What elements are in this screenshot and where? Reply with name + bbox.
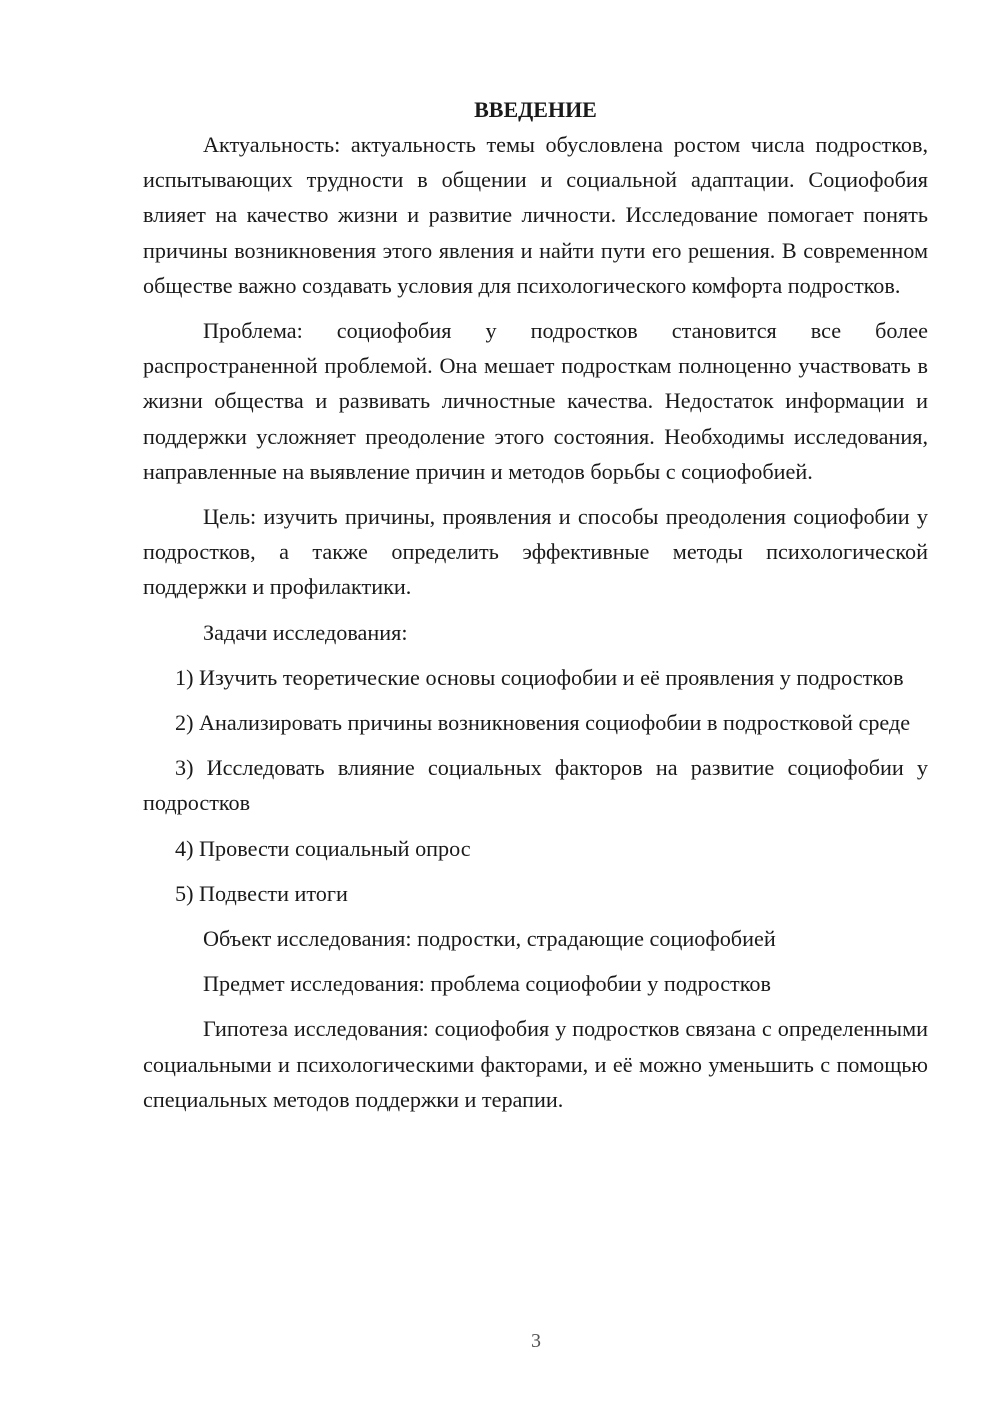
document-title: ВВЕДЕНИЕ (474, 97, 597, 122)
document-page (143, 92, 928, 1117)
task-item-2: 2) Анализировать причины возникновения социофобии в подростковой среде (175, 710, 911, 736)
task-item-3: 3) Исследовать влияние социальных факторов на развитие социофобии у подростков (143, 755, 928, 816)
task-item-4: 4) Провести социальный опрос (175, 835, 471, 861)
paragraph-subject: Предмет исследования: проблема социофобии у подростков (203, 971, 771, 997)
page-number: 3 (531, 1330, 541, 1352)
paragraph-object: Объект исследования: подростки, страдающие социофобией (203, 926, 776, 952)
task-item-1: 1) Изучить теоретические основы социофобии и её проявления у подростков (175, 664, 904, 690)
tasks-heading: Задачи исследования: (203, 619, 408, 645)
task-item-5: 5) Подвести итоги (175, 880, 348, 906)
paragraph-problem: Проблема: социофобия у подростков становится все более распространенной проблемой. Она мешает подросткам полноценно участвовать в жизни общества и развивать личностные качества. Недостаток информации и поддержки усложняет преодоление этого состояния. Необходимы исследования, направленные на выявление причин и методов борьбы с социофобией. (143, 318, 928, 484)
paragraph-hypothesis: Гипотеза исследования: социофобия у подростков связана с определенными социальными и психологическими факторами, и её можно уменьшить с помощью специальных методов поддержки и терапии. (143, 1016, 928, 1112)
paragraph-relevance: Актуальность: актуальность темы обусловлена ростом числа подростков, испытывающих трудности в общении и социальной адаптации. Социофобия влияет на качество жизни и развитие личности. Исследование помогает понять причины возникновения этого явления и найти пути его решения. В современном обществе важно создавать условия для психологического комфорта подростков. (143, 132, 928, 298)
paragraph-goal: Цель: изучить причины, проявления и способы преодоления социофобии у подростков, а также определить эффективные методы психологической поддержки и профилактики. (143, 504, 928, 600)
